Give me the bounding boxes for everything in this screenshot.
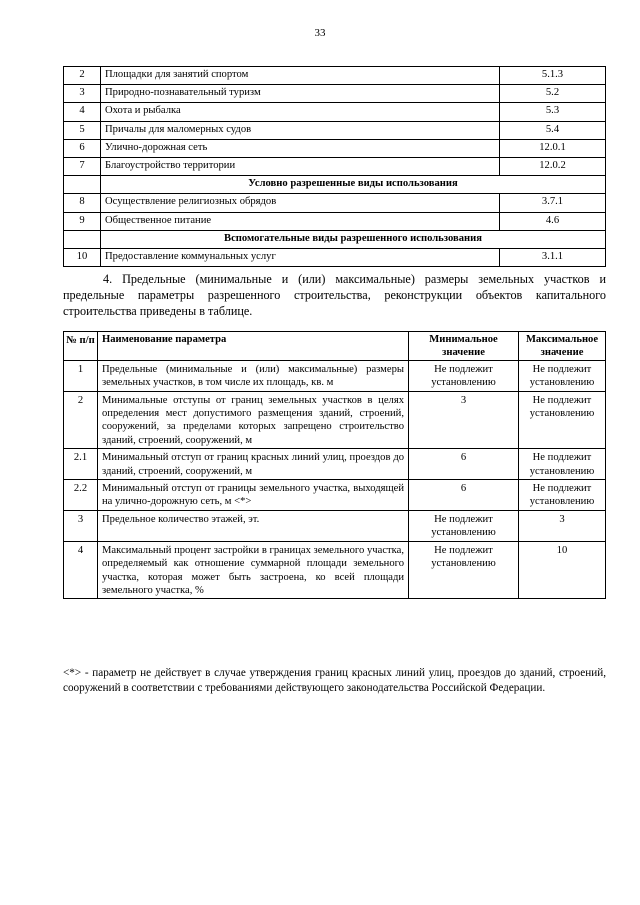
table-row	[64, 248, 606, 266]
row-use-name: Общественное питание	[101, 212, 500, 230]
param-name: Предельное количество этажей, эт.	[98, 510, 409, 541]
param-name: Максимальный процент застройки в границах земельного участка, определяемый как отношение суммарной площади земельного участка, которая может быть застроена, ко всей площади земельного участка, %	[98, 541, 409, 599]
param-number: 3	[64, 510, 98, 541]
param-number: 2.2	[64, 480, 98, 511]
row-use-name: Площадки для занятий спортом	[101, 67, 500, 85]
table-row	[64, 139, 606, 157]
row-use-name: Предоставление коммунальных услуг	[101, 248, 500, 266]
footnote: <*> - параметр не действует в случае утверждения границ красных линий улиц, проездов до зданий, строений, сооружений в соответствии с требованиями действующего законодательства Российской Федерации.	[63, 667, 606, 694]
row-use-code: 4.6	[500, 212, 606, 230]
row-number	[64, 176, 101, 194]
row-number: 2	[64, 67, 101, 85]
param-number: 2.1	[64, 449, 98, 480]
table-row	[64, 194, 606, 212]
table-row	[64, 449, 606, 480]
row-use-code: 5.4	[500, 121, 606, 139]
row-use-name: Охота и рыбалка	[101, 103, 500, 121]
param-number: 1	[64, 360, 98, 391]
param-max-value: Не подлежит установлению	[519, 449, 606, 480]
param-number: 2	[64, 391, 98, 449]
parameters-header-row	[64, 332, 606, 361]
row-number: 6	[64, 139, 101, 157]
param-max-value: 3	[519, 510, 606, 541]
row-number: 7	[64, 157, 101, 175]
row-use-code: 12.0.2	[500, 157, 606, 175]
param-name: Предельные (минимальные и (или) максимальные) размеры земельных участков, в том числе их площадь, кв. м	[98, 360, 409, 391]
parameters-table	[63, 331, 606, 599]
header-min-value: Минимальное значение	[409, 332, 519, 361]
param-name: Минимальный отступ от границ красных линий улиц, проездов до зданий, строений, сооружений, м	[98, 449, 409, 480]
table-row	[64, 85, 606, 103]
row-use-code: 5.1.3	[500, 67, 606, 85]
section-paragraph	[63, 271, 606, 320]
section-row	[64, 176, 606, 194]
param-min-value: Не подлежит установлению	[409, 510, 519, 541]
row-use-code: 3.1.1	[500, 248, 606, 266]
row-use-code: 3.7.1	[500, 194, 606, 212]
param-min-value: 6	[409, 480, 519, 511]
page-number: 33	[314, 27, 326, 39]
header-max-value: Максимальное значение	[519, 332, 606, 361]
row-number: 3	[64, 85, 101, 103]
row-use-code: 5.3	[500, 103, 606, 121]
param-max-value: Не подлежит установлению	[519, 391, 606, 449]
table-row	[64, 360, 606, 391]
table-row	[64, 510, 606, 541]
table-row	[64, 103, 606, 121]
param-number: 4	[64, 541, 98, 599]
row-number: 8	[64, 194, 101, 212]
section-row	[64, 230, 606, 248]
table-row	[64, 391, 606, 449]
row-number: 5	[64, 121, 101, 139]
land-use-table	[63, 66, 606, 267]
table-row	[64, 121, 606, 139]
param-name: Минимальный отступ от границы земельного участка, выходящей на улично-дорожную сеть, м <*>	[98, 480, 409, 511]
row-use-name: Природно-познавательный туризм	[101, 85, 500, 103]
param-name: Минимальные отступы от границ земельных участков в целях определения мест допустимого размещения зданий, строений, сооружений, за пределами которых запрещено строительство зданий, строений, сооружений, м	[98, 391, 409, 449]
row-use-name: Осуществление религиозных обрядов	[101, 194, 500, 212]
table-row	[64, 67, 606, 85]
section-title: Условно разрешенные виды использования	[101, 176, 606, 194]
param-max-value: Не подлежит установлению	[519, 480, 606, 511]
section-title: Вспомогательные виды разрешенного использования	[101, 230, 606, 248]
param-min-value: 3	[409, 391, 519, 449]
row-use-name: Благоустройство территории	[101, 157, 500, 175]
paragraph-text: 4. Предельные (минимальные и (или) максимальные) размеры земельных участков и предельные параметры разрешенного строительства, реконструкции объектов капитального строительства приведены в таблице.	[63, 272, 606, 319]
header-number: № п/п	[64, 332, 98, 361]
row-use-code: 5.2	[500, 85, 606, 103]
row-number: 9	[64, 212, 101, 230]
param-min-value: 6	[409, 449, 519, 480]
table-row	[64, 157, 606, 175]
row-number	[64, 230, 101, 248]
row-number: 10	[64, 248, 101, 266]
table-row	[64, 480, 606, 511]
row-use-name: Причалы для маломерных судов	[101, 121, 500, 139]
row-use-code: 12.0.1	[500, 139, 606, 157]
param-max-value: 10	[519, 541, 606, 599]
table-row	[64, 541, 606, 599]
row-number: 4	[64, 103, 101, 121]
param-min-value: Не подлежит установлению	[409, 360, 519, 391]
header-parameter-name: Наименование параметра	[98, 332, 409, 361]
param-max-value: Не подлежит установлению	[519, 360, 606, 391]
param-min-value: Не подлежит установлению	[409, 541, 519, 599]
table-row	[64, 212, 606, 230]
row-use-name: Улично-дорожная сеть	[101, 139, 500, 157]
